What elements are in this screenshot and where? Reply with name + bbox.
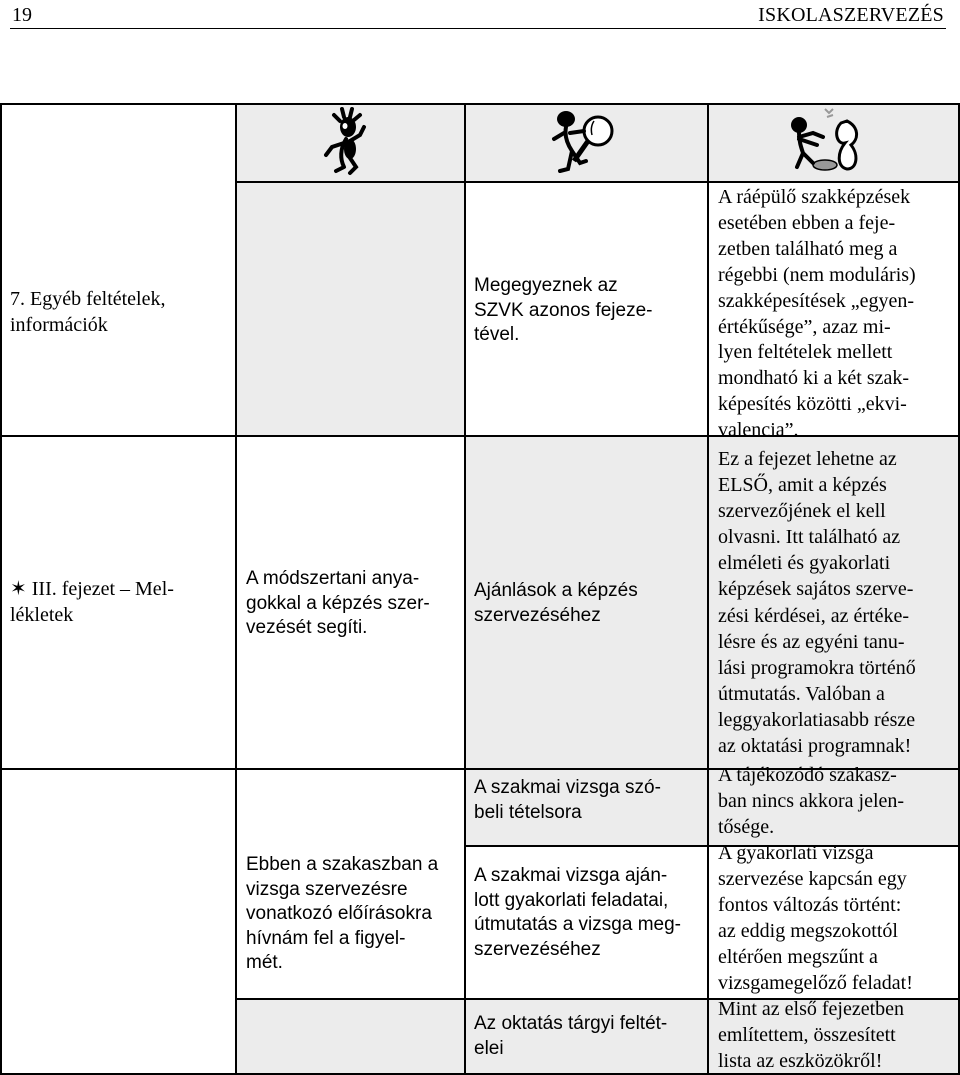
text-line: az oktatási programnak! bbox=[718, 735, 912, 758]
text-line: mét. bbox=[246, 952, 283, 973]
col3-conditions bbox=[474, 1012, 704, 1061]
col4-equivalence bbox=[718, 185, 958, 444]
col4-conditions-note bbox=[718, 996, 958, 1074]
text-line: olvasni. Itt található az bbox=[718, 526, 901, 549]
text-line: ELSŐ, amit a képzés bbox=[718, 474, 887, 497]
item-3-label: III. fejezet – Mel- bbox=[31, 578, 174, 600]
text-line: eltérően megszűnt a bbox=[718, 946, 878, 968]
text-line: Ebben a szakaszban a bbox=[246, 854, 439, 875]
text-line: régebbi (nem moduláris) bbox=[718, 263, 916, 286]
rule-icons-col2 bbox=[235, 181, 464, 183]
text-line: szakképesítések „egyen- bbox=[718, 289, 915, 312]
text-line: hívnám fel a figyel- bbox=[246, 927, 406, 949]
text-line: lott gyakorlati feladatai, bbox=[474, 889, 669, 911]
col4-oral-note bbox=[718, 762, 958, 840]
text-line: A módszertani anya- bbox=[246, 568, 420, 589]
text-line: elei bbox=[474, 1037, 504, 1059]
text-line: útmutatás. Valóban a bbox=[718, 682, 885, 705]
text-line: leggyakorlatiasabb része bbox=[718, 708, 916, 731]
running-title: ISKOLASZERVEZÉS bbox=[758, 4, 944, 26]
thinking-figure-icon bbox=[320, 105, 384, 181]
text-line: szervezéséhez bbox=[474, 938, 601, 960]
magnifier-figure-icon bbox=[548, 105, 618, 179]
text-line: 7. Egyéb feltételek, bbox=[10, 288, 166, 310]
text-line: lási programokra történő bbox=[718, 656, 916, 679]
text-line: szervezéséhez bbox=[474, 604, 601, 626]
text-line: valencia”. bbox=[718, 419, 799, 442]
text-line: elméleti és gyakorlati bbox=[718, 552, 891, 575]
text-line: értékűsége”, azaz mi- bbox=[718, 315, 891, 338]
col3-szvk bbox=[474, 274, 704, 348]
text-line: vizsga szervezésre bbox=[246, 878, 408, 900]
rule-right bbox=[958, 103, 960, 1075]
text-line: vezését segíti. bbox=[246, 617, 368, 638]
pushing-figure-icon bbox=[785, 105, 869, 179]
text-line: Mint az első fejezetben bbox=[718, 998, 905, 1020]
text-line: mondható ki a két szak- bbox=[718, 367, 910, 390]
text-line: Ajánlások a képzés bbox=[474, 580, 638, 601]
rule-col4 bbox=[707, 103, 709, 1075]
text-line: az eddig megszokottól bbox=[718, 920, 898, 942]
text-line: lyen feltételek mellett bbox=[718, 341, 893, 364]
text-line: zetben található meg a bbox=[718, 237, 898, 260]
shade-col2-bottom bbox=[235, 998, 464, 1075]
col1-item-3 bbox=[10, 576, 232, 628]
text-line: említettem, összesített bbox=[718, 1024, 896, 1046]
text-line: lésre és az egyéni tanu- bbox=[718, 630, 905, 653]
col3-practical bbox=[474, 864, 704, 962]
col2-exam-rules bbox=[246, 853, 461, 976]
text-line: tével. bbox=[474, 324, 520, 345]
text-line: képzések sajátos szerve- bbox=[718, 578, 914, 601]
col2-methods bbox=[246, 567, 461, 641]
text-line: A gyakorlati vizsga bbox=[718, 842, 874, 864]
text-line: zési kérdései, az értéke- bbox=[718, 604, 909, 627]
rule-col3 bbox=[464, 103, 466, 1075]
text-line bbox=[10, 576, 232, 602]
text-line: szervezőjének el kell bbox=[718, 500, 886, 523]
col3-oral bbox=[474, 776, 704, 825]
col3-recommendations bbox=[474, 579, 704, 628]
text-line: szervezése kapcsán egy bbox=[718, 868, 907, 890]
rule-icons bbox=[464, 181, 960, 183]
text-line: fontos változás történt: bbox=[718, 894, 902, 916]
text-line: lista az eszközökről! bbox=[718, 1050, 883, 1072]
star-bullet-icon: ✶ bbox=[10, 578, 27, 600]
text-line: vizsgamegelőző feladat! bbox=[718, 972, 913, 994]
text-line: A szakmai vizsga szó- bbox=[474, 777, 661, 798]
text-line: SZVK azonos fejeze- bbox=[474, 299, 653, 321]
text-line: A ráépülő szakképzések bbox=[718, 186, 911, 208]
page-number: 19 bbox=[12, 4, 32, 26]
rule-col2 bbox=[235, 103, 237, 1075]
text-line: információk bbox=[10, 314, 108, 336]
col1-item-7 bbox=[10, 286, 232, 338]
text-line: Megegyeznek az bbox=[474, 275, 618, 296]
text-line: beli tételsora bbox=[474, 801, 582, 823]
text-line: képesítés közötti „ekvi- bbox=[718, 393, 907, 416]
text-line: esetében ebben a feje- bbox=[718, 211, 896, 234]
text-line: útmutatás a vizsga meg- bbox=[474, 914, 681, 935]
text-line: tősége. bbox=[718, 816, 775, 838]
col4-recommendations-note bbox=[718, 446, 958, 759]
text-line: lékletek bbox=[10, 604, 74, 626]
text-line: Az oktatás tárgyi feltét- bbox=[474, 1013, 668, 1034]
text-line: ban nincs akkora jelen- bbox=[718, 790, 905, 812]
text-line: gokkal a képzés szer- bbox=[246, 592, 430, 614]
text-line: vonatkozó előírásokra bbox=[246, 903, 432, 924]
rule-left bbox=[0, 103, 2, 1075]
page-header bbox=[10, 2, 946, 29]
col4-practical-note bbox=[718, 840, 958, 996]
text-line: Ez a fejezet lehetne az bbox=[718, 448, 897, 470]
chapter-overview-table bbox=[0, 103, 960, 1075]
text-line: A tájékozódó szakasz- bbox=[718, 764, 897, 786]
text-line: A szakmai vizsga aján- bbox=[474, 865, 668, 886]
